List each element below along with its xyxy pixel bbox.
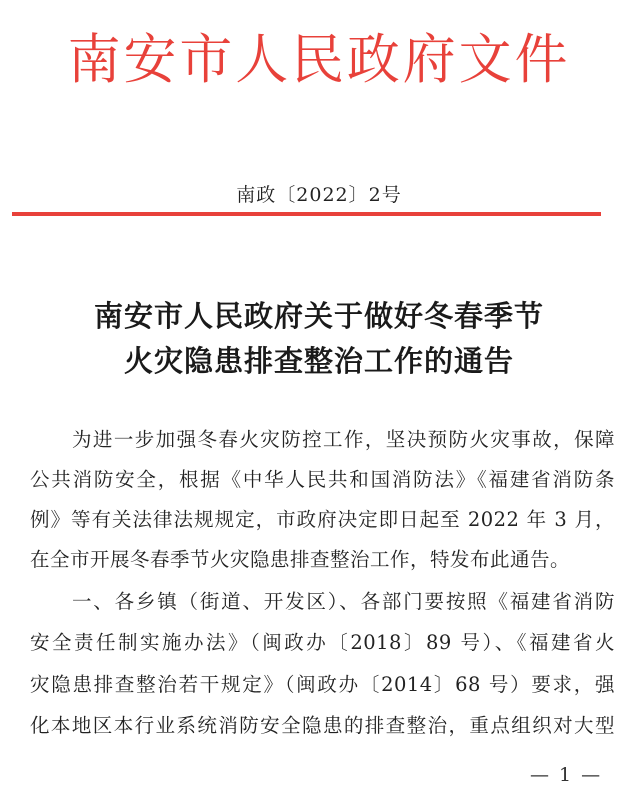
- document-number: 南政〔2022〕2号: [236, 184, 402, 206]
- paragraph-1-line-2: 公共消防安全，根据《中华人民共和国消防法》《福建省消防条: [30, 468, 615, 491]
- page-number: — 1 —: [530, 764, 603, 786]
- notice-title-line-2: 火灾隐患排查整治工作的通告: [123, 344, 514, 378]
- paragraph-2-line-4: 化本地区本行业系统消防安全隐患的排查整治，重点组织对大型: [30, 714, 615, 737]
- paragraph-1-line-4: 在全市开展冬春季节火灾隐患排查整治工作，特发布此通告。: [30, 548, 571, 571]
- paragraph-1-line-1: 为进一步加强冬春火灾防控工作，坚决预防火灾事故，保障: [72, 428, 615, 451]
- red-divider-line: [12, 212, 601, 216]
- paragraph-2-line-2: 安全责任制实施办法》（闽政办〔2018〕89 号）、《福建省火: [30, 631, 615, 654]
- document-masthead: 南安市人民政府文件: [67, 28, 571, 91]
- paragraph-2-line-1: 一、各乡镇（街道、开发区）、各部门要按照《福建省消防: [72, 590, 615, 613]
- paragraph-1-line-3: 例》等有关法律法规规定，市政府决定即日起至 2022 年 3 月，: [30, 508, 615, 531]
- paragraph-2-line-3: 灾隐患排查整治若干规定》（闽政办〔2014〕68 号）要求，强: [30, 673, 615, 696]
- notice-title-line-1: 南安市人民政府关于做好冬春季节: [93, 299, 544, 333]
